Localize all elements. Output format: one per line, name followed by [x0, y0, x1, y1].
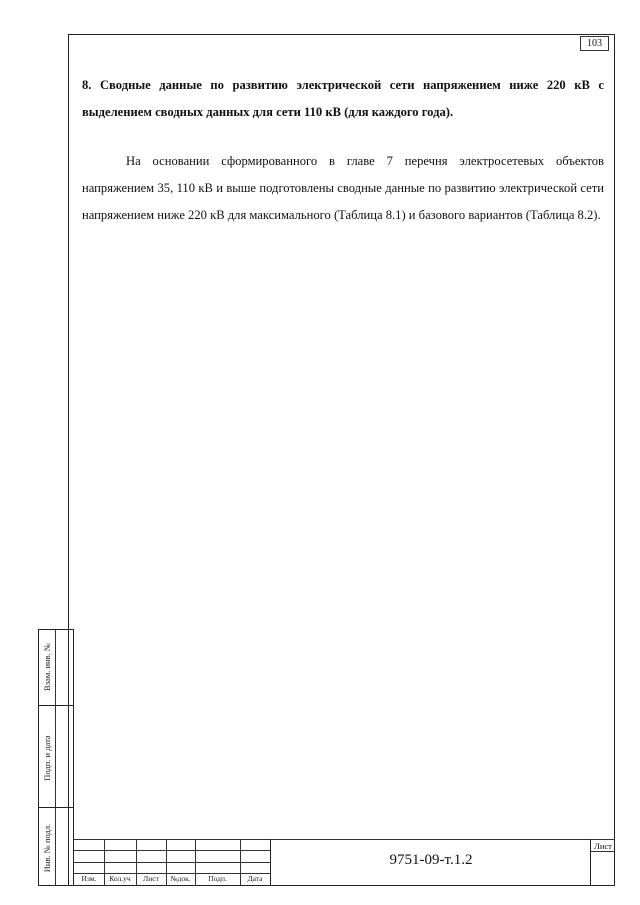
original-inventory-label: Инв. № подл. [42, 823, 52, 873]
section-heading: 8. Сводные данные по развитию электрической сети напряжением ниже 220 кВ с выделением сводных данных для сети 110 кВ (для каждого года). [82, 78, 604, 119]
col-count: Кол.уч [109, 874, 131, 883]
sheet-label: Лист [594, 841, 612, 851]
title-block [74, 839, 615, 886]
col-change: Изм. [81, 874, 97, 883]
col-date: Дата [247, 874, 263, 883]
body-paragraph: На основании сформированного в главе 7 перечня электросетевых объектов напряжением 35, 110 кВ и выше подготовлены сводные данные по развитию электрической сети напряжением ниже 220 кВ для максимального (Таблица 8.1) и базового вариантов (Таблица 8.2). [82, 154, 604, 222]
signature-date-label: Подп. и дата [42, 735, 52, 781]
document-id: 9751-09-т.1.2 [389, 852, 473, 868]
col-signature: Подп. [208, 874, 227, 883]
col-doc-number: №док. [170, 874, 191, 883]
page-number: 103 [580, 36, 609, 51]
side-stamp [38, 629, 74, 886]
col-sheet: Лист [143, 874, 159, 883]
replaced-inventory-label: Взам. инв. № [42, 643, 52, 691]
